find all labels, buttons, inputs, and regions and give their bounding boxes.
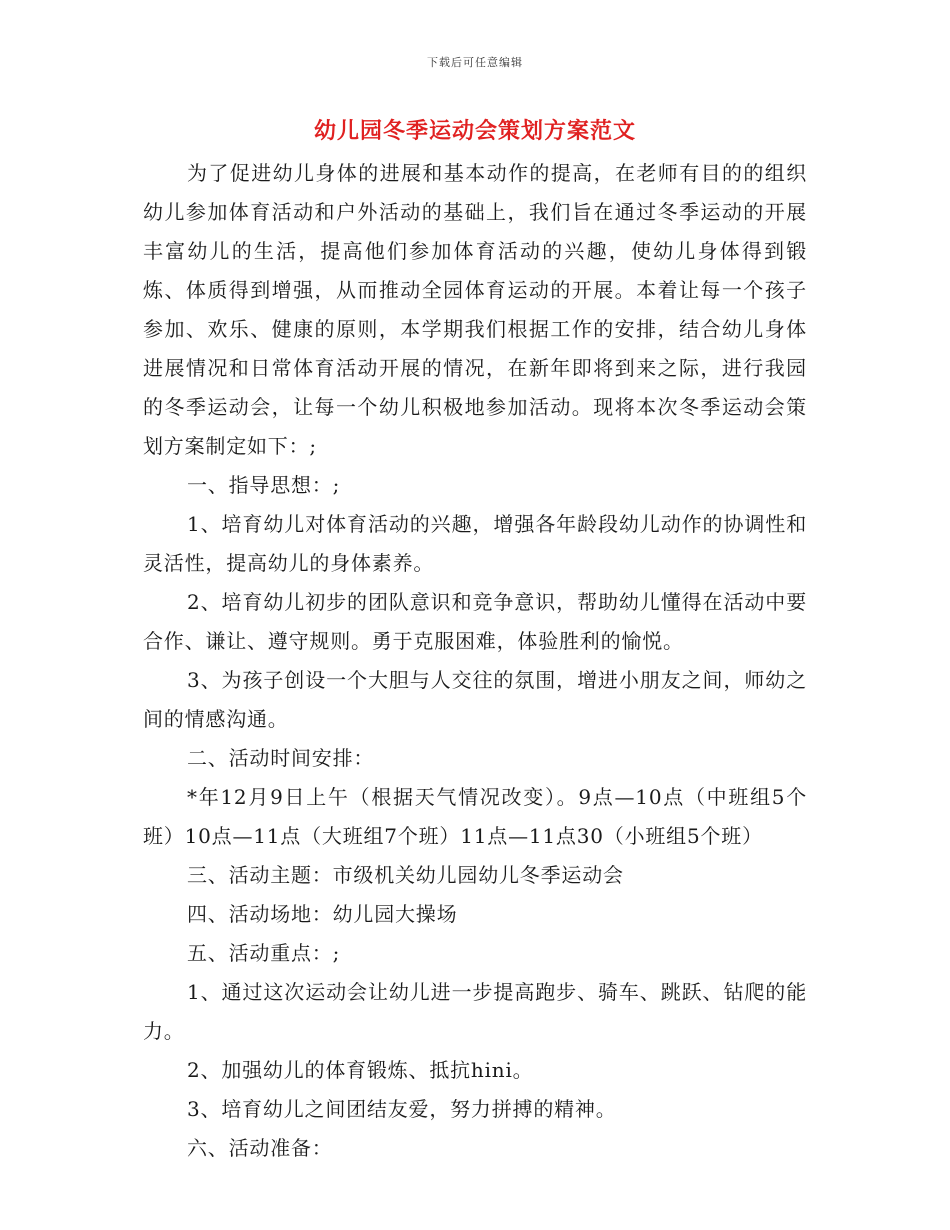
page-header-note: 下载后可任意编辑 [427,56,523,69]
document-title: 幼儿园冬季运动会策划方案范文 [313,118,636,144]
schedule-paragraph: *年12月9日上午（根据天气情况改变）。9点—10点（中班组5个班）10点—11点（大班组7个班）11点—11点30（小班组5个班） [143,785,807,848]
document-body [143,154,807,1168]
section-heading-guiding-thought: 一、指导思想：; [187,473,341,497]
list-item: 3、为孩子创设一个大胆与人交往的氛围，增进小朋友之间，师幼之间的情感沟通。 [143,668,807,731]
section-heading-schedule: 二、活动时间安排： [187,746,375,770]
section-heading-theme: 三、活动主题：市级机关幼儿园幼儿冬季运动会 [187,863,624,887]
intro-paragraph: 为了促进幼儿身体的进展和基本动作的提高，在老师有目的的组织幼儿参加体育活动和户外活动的基础上，我们旨在通过冬季运动的开展丰富幼儿的生活，提高他们参加体育活动的兴趣，使幼儿身体得到锻炼、体质得到增强，从而推动全园体育运动的开展。本着让每一个孩子参加、欢乐、健康的原则，本学期我们根据工作的安排，结合幼儿身体进展情况和日常体育活动开展的情况，在新年即将到来之际，进行我园的冬季运动会，让每一个幼儿积极地参加活动。现将本次冬季运动会策划方案制定如下：; [143,161,807,458]
list-item: 1、通过这次运动会让幼儿进一步提高跑步、骑车、跳跃、钻爬的能力。 [143,980,807,1043]
section-heading-venue: 四、活动场地：幼儿园大操场 [187,902,458,926]
list-item: 2、培育幼儿初步的团队意识和竞争意识，帮助幼儿懂得在活动中要合作、谦让、遵守规则。勇于克服困难，体验胜利的愉悦。 [143,590,807,653]
list-item: 2、加强幼儿的体育锻炼、抵抗hini。 [187,1058,534,1082]
list-item: 1、培育幼儿对体育活动的兴趣，增强各年龄段幼儿动作的协调性和灵活性，提高幼儿的身体素养。 [143,512,807,575]
section-heading-preparation: 六、活动准备： [187,1136,333,1160]
list-item: 3、培育幼儿之间团结友爱，努力拼搏的精神。 [187,1097,617,1121]
section-heading-focus: 五、活动重点：; [187,941,341,965]
